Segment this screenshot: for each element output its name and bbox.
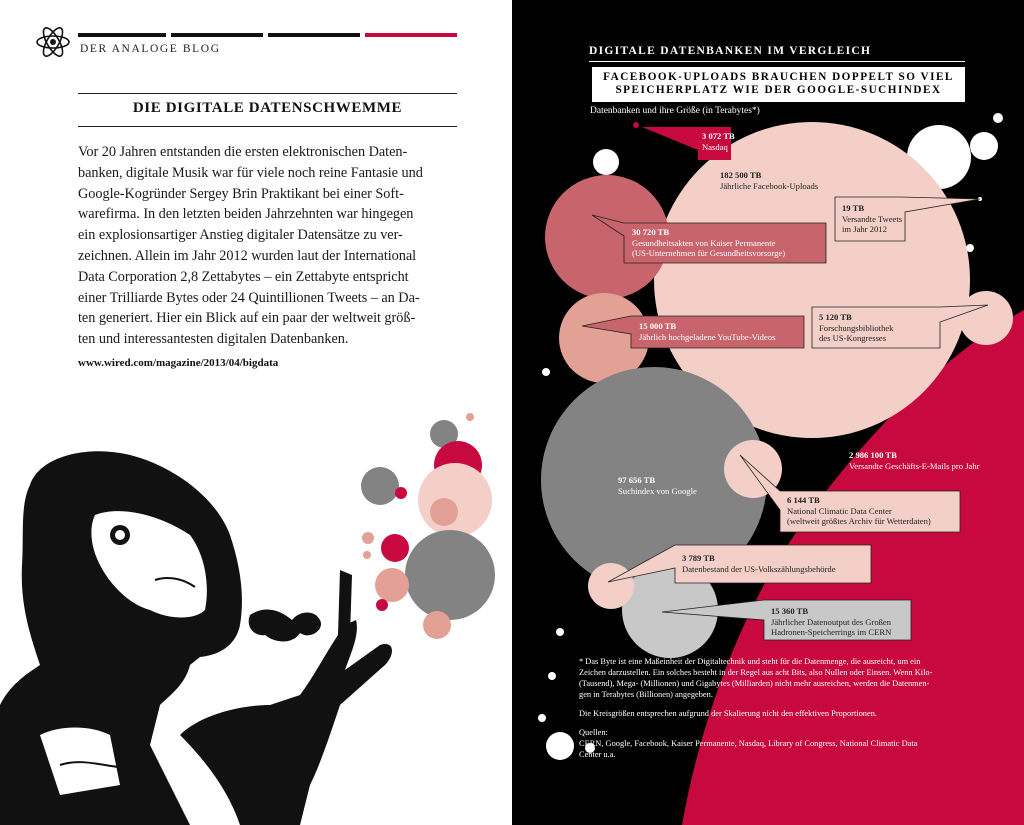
footnote-line: (Tausend), Mega- (Millionen) und Gigabytes (Milliarden) nicht mehr ausreichen, werden die Datenmen- — [579, 679, 930, 688]
top-bar-4 — [365, 33, 457, 37]
name-library-1: Forschungsbibliothek — [819, 322, 894, 333]
body-line: ein explosionsartiger Anstieg digitaler Datensätze zu ver- — [78, 227, 403, 244]
value-emails: 2 986 100 TB — [849, 450, 897, 460]
label-facebook — [720, 170, 818, 191]
label-emails — [849, 450, 980, 471]
top-bar-1 — [78, 33, 166, 37]
footnote-byte — [579, 656, 964, 700]
chart-subtitle: Datenbanken und ihre Größe (in Terabytes*) — [590, 106, 760, 116]
name-climatic-2: (weltweit größtes Archiv für Wetterdaten) — [787, 516, 931, 527]
body-line: ten generiert. Hier ein Blick auf ein paar der weltweit größ- — [78, 310, 416, 327]
value-nasdaq: 3 072 TB — [702, 131, 735, 141]
source-url: www.wired.com/magazine/2013/04/bigdata — [78, 357, 279, 369]
body-line: Data Corporation 2,8 Zettabytes – ein Zettabyte entspricht — [78, 268, 409, 285]
name-cern-1: Jährlicher Datenoutput des Großen — [771, 616, 892, 627]
top-bar-2 — [171, 33, 263, 37]
sources-line: Center u.a. — [579, 750, 616, 759]
sources-label: Quellen: — [579, 728, 608, 737]
label-kaiser — [632, 227, 785, 259]
body-line: ten und interessantesten digitalen Datenbanken. — [78, 331, 349, 348]
label-google — [618, 475, 697, 496]
name-nasdaq: Nasdaq — [702, 141, 728, 152]
section-rule — [589, 61, 965, 62]
name-facebook: Jährliche Facebook-Uploads — [720, 180, 819, 191]
body-line: einer Trilliarde Bytes oder 24 Quintillionen Tweets – an Da- — [78, 289, 420, 306]
label-library — [819, 312, 893, 344]
article-body — [78, 142, 458, 350]
headline-box — [592, 67, 965, 102]
name-tweets-1: Versandte Tweets — [842, 213, 903, 224]
value-cern: 15 360 TB — [771, 606, 809, 616]
value-census: 3 789 TB — [682, 553, 715, 563]
body-line: banken, digitale Musik war für viele noch reine Fantasie und — [78, 164, 423, 181]
heading-rule-top — [78, 93, 457, 94]
label-nasdaq — [702, 131, 735, 152]
name-library-2: des US-Kongresses — [819, 333, 887, 344]
label-census — [682, 553, 836, 574]
name-kaiser-2: (US-Unternehmen für Gesundheitsvorsorge) — [632, 248, 786, 259]
footnote-line: * Das Byte ist eine Maßeinheit der Digitaltechnik und steht für die Datenmenge, die ausreicht, um ein — [579, 657, 921, 666]
cyborg-illustration — [0, 405, 512, 825]
bubble-library — [959, 291, 1013, 345]
heading-rule-bottom — [78, 126, 457, 127]
sources-line: CERN, Google, Facebook, Kaiser Permanente, Nasdaq, Library of Congress, National Climatic Data — [579, 739, 918, 748]
name-youtube: Jährlich hochgeladene YouTube-Videos — [639, 331, 776, 342]
value-youtube: 15 000 TB — [639, 321, 677, 331]
scaling-note: Die Kreisgrößen entsprechen aufgrund der Skalierung nicht den effektiven Proportionen. — [579, 709, 877, 718]
body-line: Vor 20 Jahren entstanden die ersten elektronischen Daten- — [78, 144, 408, 160]
value-library: 5 120 TB — [819, 312, 852, 322]
sources — [579, 727, 964, 760]
value-facebook: 182 500 TB — [720, 170, 762, 180]
name-emails: Versandte Geschäfts-E-Mails pro Jahr — [849, 460, 980, 471]
value-tweets: 19 TB — [842, 203, 865, 213]
right-page — [512, 0, 1024, 825]
headline-line1: FACEBOOK-UPLOADS BRAUCHEN DOPPELT SO VIEL — [603, 71, 954, 83]
label-youtube — [639, 321, 775, 342]
footnotes — [579, 656, 964, 768]
body-line: Google-Kogründer Sergey Brin Praktikant bei einer Soft- — [78, 185, 404, 202]
name-cern-2: Hadronen-Speicherrings im CERN — [771, 627, 892, 638]
article-heading: DIE DIGITALE DATENSCHWEMME — [132, 100, 403, 116]
name-kaiser-1: Gesundheitsakten von Kaiser Permanente — [632, 237, 776, 248]
name-census: Datenbestand der US-Volkszählungsbehörde — [682, 563, 836, 574]
section-title: DIGITALE DATENBANKEN IM VERGLEICH — [589, 45, 872, 57]
bubble-nasdaq — [633, 122, 639, 128]
blog-name: DER ANALOGE BLOG — [80, 43, 221, 55]
headline-line2: SPEICHERPLATZ WIE DER GOOGLE-SUCHINDEX — [615, 84, 942, 96]
body-line: zeichnen. Allein im Jahr 2012 wurden laut der International — [78, 247, 417, 264]
footnote-line: Zeichen darzustellen. Ein solches besteht in der Regel aus acht Bits, also Nullen oder Einsen. Wenn Kilo- — [579, 668, 933, 677]
label-tweets — [842, 203, 902, 235]
body-line: warefirma. In den letzten beiden Jahrzehnten war hingegen — [78, 206, 414, 223]
name-google: Suchindex von Google — [618, 485, 697, 496]
label-cern — [771, 606, 891, 638]
name-climatic-1: National Climatic Data Center — [787, 505, 892, 516]
top-bar-3 — [268, 33, 360, 37]
value-climatic: 6 144 TB — [787, 495, 820, 505]
name-tweets-2: im Jahr 2012 — [842, 224, 887, 235]
value-google: 97 656 TB — [618, 475, 656, 485]
bubble-census — [588, 563, 634, 609]
atom-logo-icon — [34, 24, 72, 60]
label-climatic — [787, 495, 931, 527]
value-kaiser: 30 720 TB — [632, 227, 670, 237]
footnote-line: gen in Terabytes (Billionen) angegeben. — [579, 690, 713, 699]
